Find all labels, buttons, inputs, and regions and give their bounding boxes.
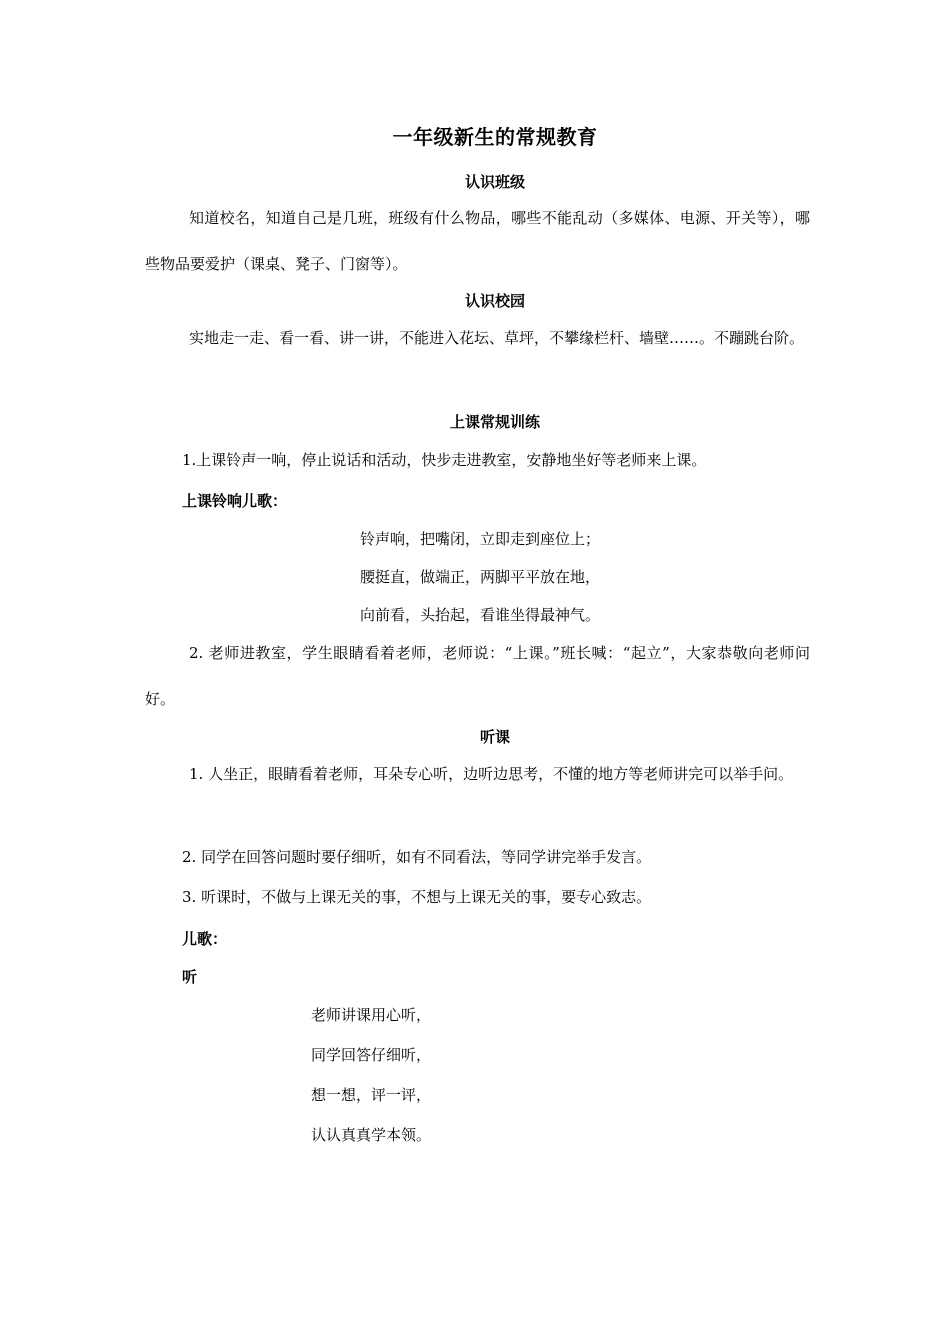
listening-item-3: 3. 听课时，不做与上课无关的事，不想与上课无关的事，要专心致志。	[182, 888, 652, 906]
document-title: 一年级新生的常规教育	[392, 125, 598, 149]
routine-item-2: 2. 老师进教室，学生眼睛看着老师，老师说：“上课。”班长喊：“起立”，大家恭敬向老师问好。	[145, 644, 810, 708]
listening-song-line: 老师讲课用心听，	[311, 1006, 432, 1024]
listening-song-line: 想一想，评一评，	[311, 1086, 432, 1104]
class-paragraph: 知道校名，知道自己是几班，班级有什么物品，哪些不能乱动（多媒体、电源、开关等），哪些物品要爱护（课桌、凳子、门窗等）。	[145, 209, 810, 273]
section-heading-listening: 听课	[479, 728, 510, 746]
routine-item-1: 1.上课铃声一响，停止说话和活动，快步走进教室，安静地坐好等老师来上课。	[182, 451, 707, 469]
routine-song-line: 向前看，头抬起，看谁坐得最神气。	[360, 606, 601, 624]
section-heading-class: 认识班级	[464, 173, 525, 191]
section-heading-routine: 上课常规训练	[449, 413, 540, 431]
routine-song-label: 上课铃响儿歌：	[182, 492, 288, 510]
listening-item-1: 1. 人坐正，眼睛看着老师，耳朵专心听，边听边思考，不懂的地方等老师讲完可以举手问。	[189, 765, 794, 783]
listening-song-label: 儿歌：	[182, 930, 228, 948]
routine-song-line: 腰挺直，做端正，两脚平平放在地，	[360, 568, 601, 586]
listening-song-line: 同学回答仔细听，	[311, 1046, 432, 1064]
listening-item-2: 2. 同学在回答问题时要仔细听，如有不同看法，等同学讲完举手发言。	[182, 848, 652, 866]
section-heading-campus: 认识校园	[464, 292, 525, 310]
listening-song-title: 听	[182, 968, 198, 986]
listening-song-line: 认认真真学本领。	[311, 1126, 432, 1144]
campus-paragraph: 实地走一走、看一看、讲一讲，不能进入花坛、草坪，不攀缘栏杆、墙壁……。不蹦跳台阶。	[189, 329, 805, 347]
routine-song-line: 铃声响，把嘴闭，立即走到座位上；	[360, 530, 601, 548]
